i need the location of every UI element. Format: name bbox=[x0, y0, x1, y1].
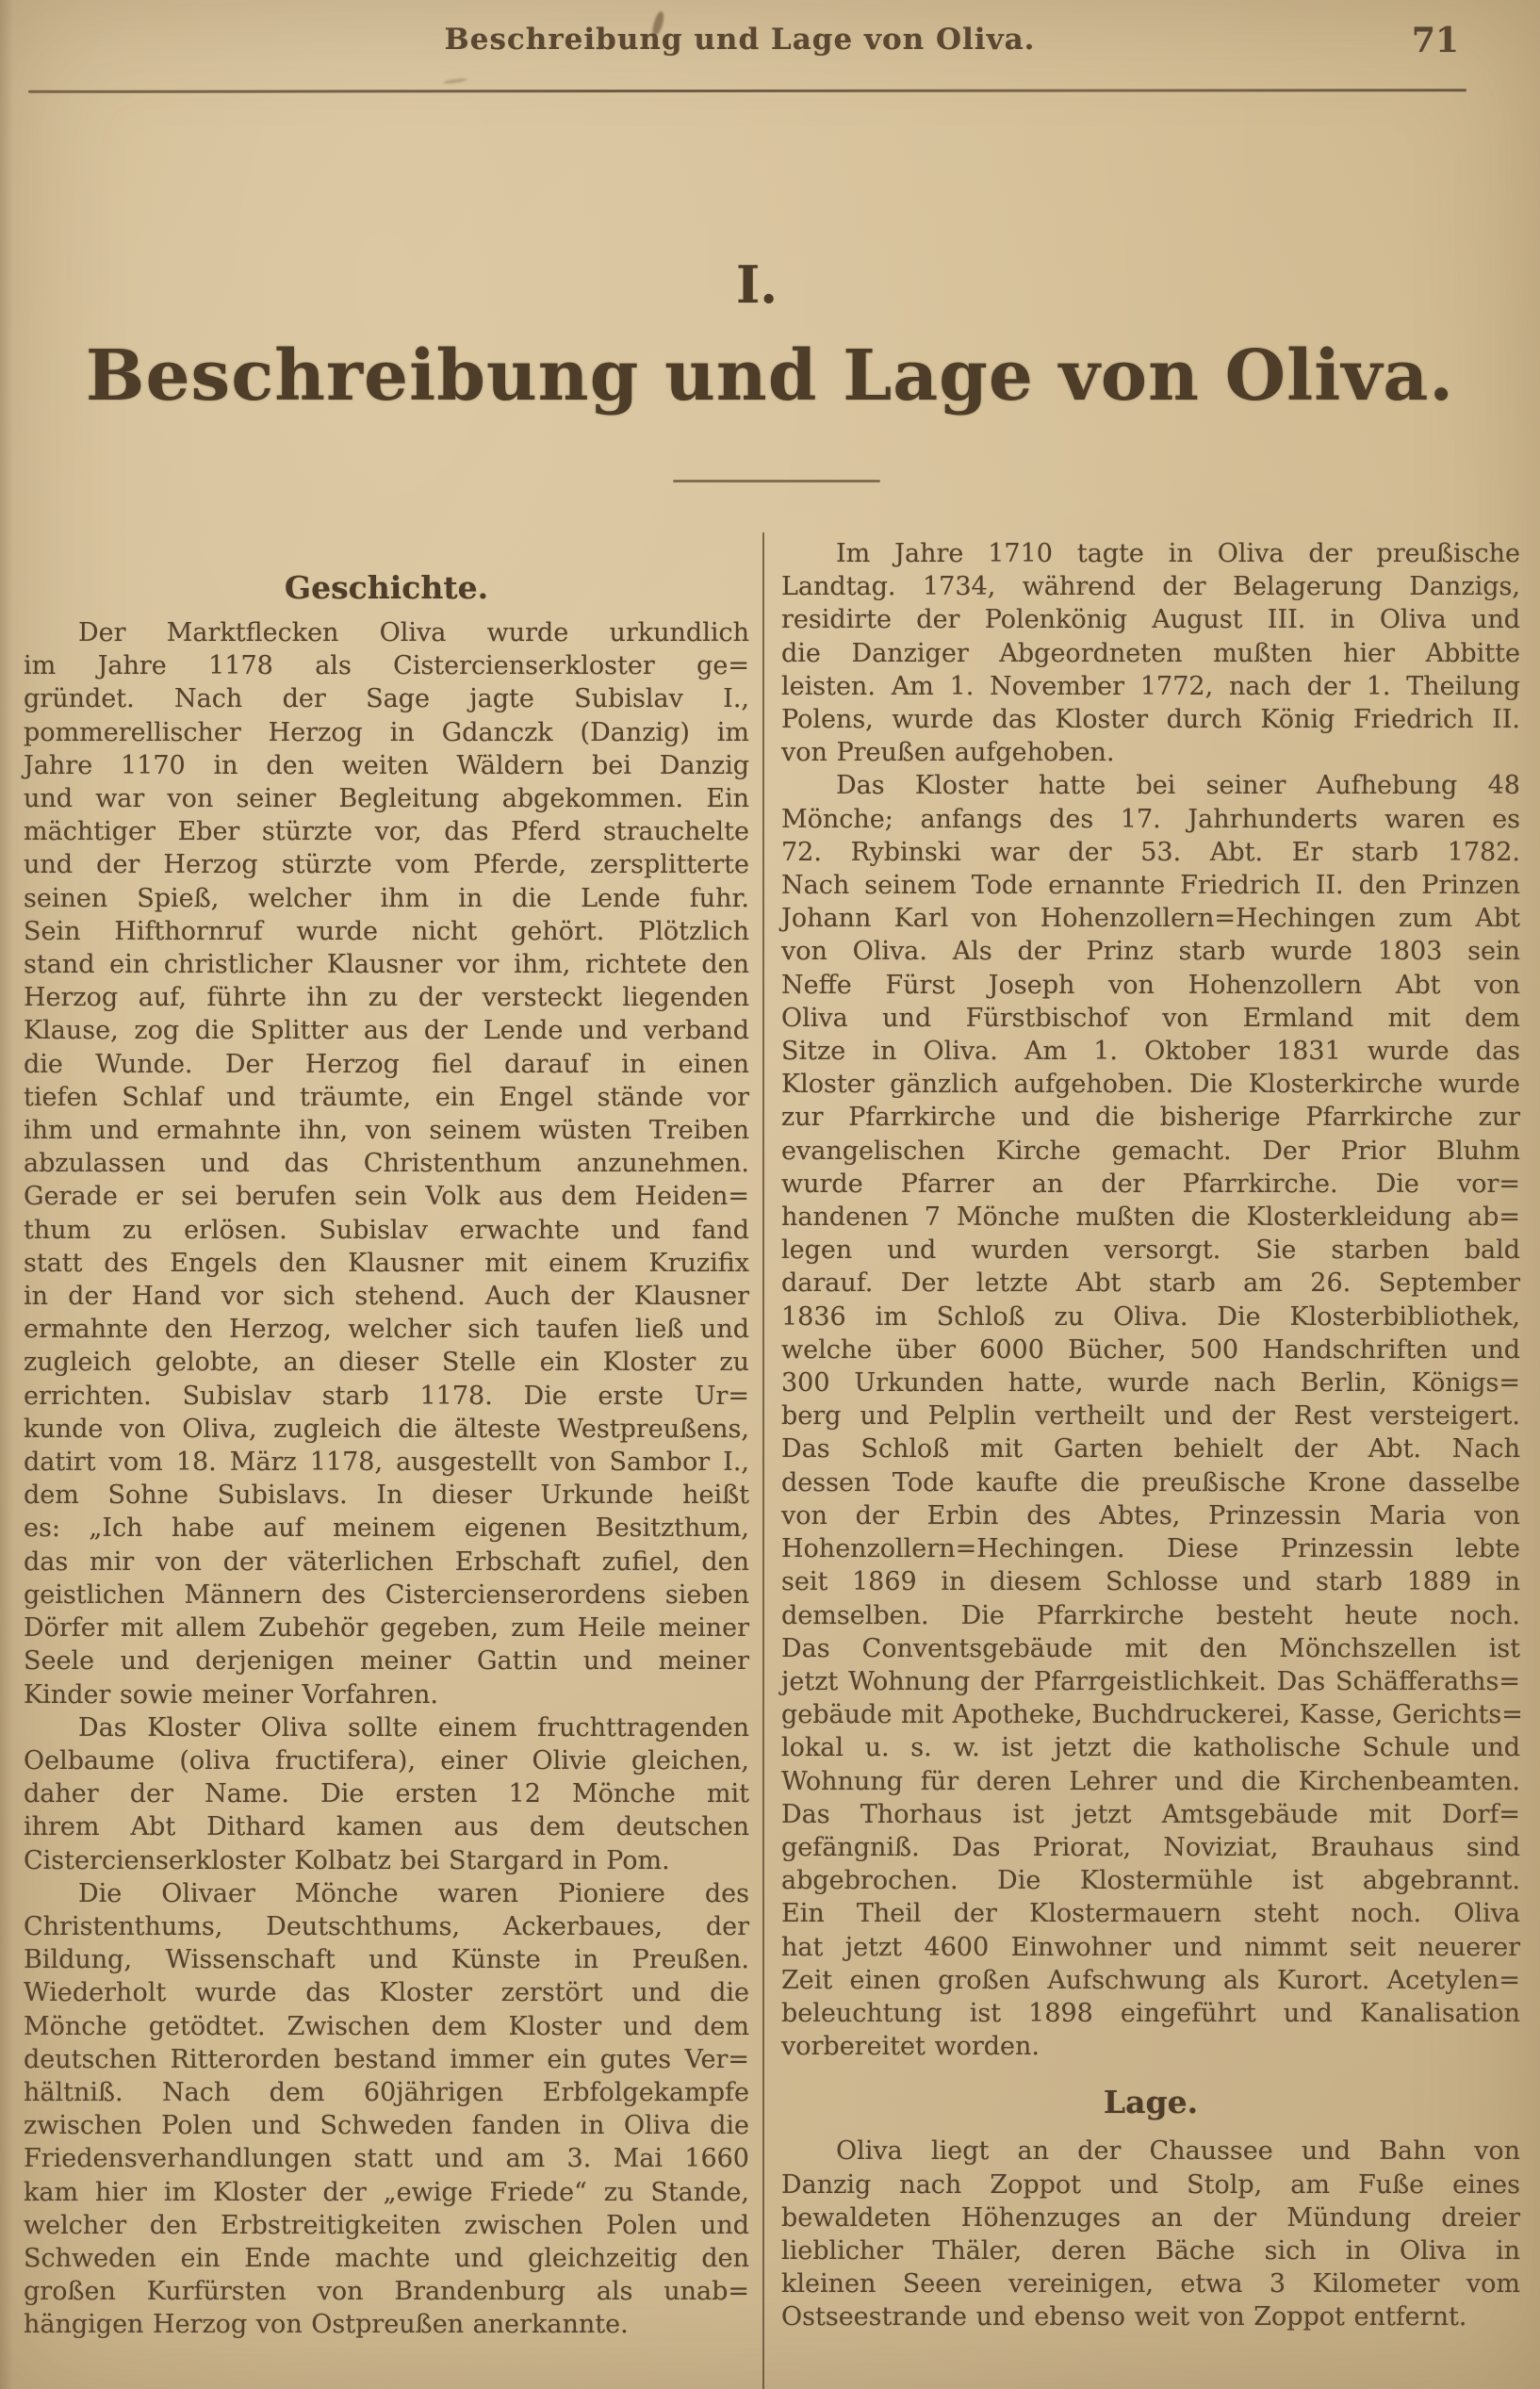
text-line: Wiederholt wurde das Kloster zerstört und die bbox=[24, 1978, 749, 2008]
text-line: es: „Ich habe auf meinem eigenen Besitzthum, bbox=[24, 1514, 749, 1544]
text-line: hat jetzt 4600 Einwohner und nimmt seit neuerer bbox=[781, 1932, 1520, 1962]
text-line: Polens, wurde das Kloster durch König Friedrich II. bbox=[781, 705, 1520, 735]
text-line: kleinen Seeen vereinigen, etwa 3 Kilometer vom bbox=[781, 2269, 1520, 2299]
text-line: berg und Pelplin vertheilt und der Rest versteigert. bbox=[781, 1401, 1520, 1432]
text-line: bewaldeten Höhenzuges an der Mündung dreier bbox=[781, 2202, 1520, 2233]
text-line: Nach seinem Tode ernannte Friedrich II. den Prinzen bbox=[781, 871, 1520, 901]
text-line: mächtiger Eber stürzte vor, das Pferd strauchelte bbox=[24, 817, 749, 847]
text-line: Klause, zog die Splitter aus der Lende und verband bbox=[24, 1016, 749, 1046]
text-line: Landtag. 1734, während der Belagerung Danzigs, bbox=[781, 572, 1520, 602]
text-line: gefängniß. Das Priorat, Noviziat, Brauhaus sind bbox=[781, 1832, 1520, 1862]
text-line: geistlichen Männern des Cistercienserordens sieben bbox=[24, 1579, 749, 1610]
text-line: abzulassen und das Christenthum anzunehmen. bbox=[24, 1149, 749, 1179]
text-line: Kinder sowie meiner Vorfahren. bbox=[24, 1679, 438, 1710]
text-line: errichten. Subislav starb 1178. Die erste Ur= bbox=[24, 1381, 749, 1411]
text-line: zur Pfarrkirche und die bisherige Pfarrkirche zur bbox=[781, 1103, 1520, 1133]
text-line: vorbereitet worden. bbox=[781, 2032, 1040, 2062]
text-line: Sitze in Oliva. Am 1. Oktober 1831 wurde das bbox=[781, 1037, 1520, 1067]
title-divider bbox=[673, 480, 880, 483]
text-line: beleuchtung ist 1898 eingeführt und Kanalisation bbox=[781, 1998, 1520, 2028]
text-line: Wohnung für deren Lehrer und die Kirchenbeamten. bbox=[781, 1766, 1520, 1796]
text-line: tiefen Schlaf und träumte, ein Engel stände vor bbox=[24, 1082, 749, 1112]
text-line: lokal u. s. w. ist jetzt die katholische Schule und bbox=[781, 1733, 1520, 1763]
left-column bbox=[24, 530, 749, 2342]
text-line: Zeit einen großen Aufschwung als Kurort. Acetylen= bbox=[781, 1965, 1520, 1995]
chapter-number: I. bbox=[735, 254, 778, 315]
page-number: 71 bbox=[1411, 21, 1459, 60]
text-line: Die Olivaer Mönche waren Pioniere des bbox=[78, 1878, 749, 1908]
text-line: von Preußen aufgehoben. bbox=[781, 738, 1115, 768]
text-line: Seele und derjenigen meiner Gattin und meiner bbox=[24, 1646, 749, 1677]
text-columns bbox=[24, 530, 1523, 2342]
text-line: ihrem Abt Dithard kamen aus dem deutschen bbox=[24, 1812, 749, 1842]
text-line: Oliva liegt an der Chaussee und Bahn von bbox=[836, 2136, 1520, 2167]
text-line: seinen Spieß, welcher ihm in die Lende fuhr. bbox=[24, 883, 749, 913]
text-line: 1836 im Schloß zu Oliva. Die Klosterbibliothek, bbox=[781, 1301, 1520, 1332]
text-line: leisten. Am 1. November 1772, nach der 1. Theilung bbox=[781, 671, 1520, 701]
text-line: Friedensverhandlungen statt und am 3. Mai 1660 bbox=[24, 2144, 749, 2174]
text-line: Das Thorhaus ist jetzt Amtsgebäude mit Dorf= bbox=[781, 1799, 1520, 1829]
text-line: Gerade er sei berufen sein Volk aus dem Heiden= bbox=[24, 1182, 749, 1212]
text-line: Oliva und Fürstbischof von Ermland mit dem bbox=[781, 1003, 1520, 1033]
text-line: Dörfer mit allem Zubehör gegeben, zum Heile meiner bbox=[24, 1613, 749, 1644]
text-line: Johann Karl von Hohenzollern=Hechingen zum Abt bbox=[781, 904, 1520, 934]
text-line: deutschen Ritterorden bestand immer ein gutes Ver= bbox=[24, 2044, 749, 2074]
text-line: stand ein christlicher Klausner vor ihm, richtete den bbox=[24, 950, 749, 980]
text-line: Christenthums, Deutschthums, Ackerbaues, der bbox=[24, 1911, 749, 1941]
text-line: Sein Hifthornruf wurde nicht gehört. Plötzlich bbox=[24, 916, 749, 946]
text-line: jetzt Wohnung der Pfarrgeistlichkeit. Das Schäfferaths= bbox=[781, 1666, 1520, 1696]
text-line: pommerellischer Herzog in Gdanczk (Danzig) im bbox=[24, 717, 749, 747]
text-line: residirte der Polenkönig August III. in Oliva und bbox=[781, 605, 1520, 635]
text-line: von Oliva. Als der Prinz starb wurde 1803 sein bbox=[781, 937, 1520, 967]
text-line: zugleich gelobte, an dieser Stelle ein Kloster zu bbox=[24, 1348, 749, 1378]
text-line: seit 1869 in diesem Schlosse und starb 1889 in bbox=[781, 1567, 1520, 1597]
paragraph bbox=[781, 2135, 1520, 2333]
text-line: handenen 7 Mönche mußten die Klosterkleidung ab= bbox=[781, 1203, 1520, 1233]
section-heading: Geschichte. bbox=[284, 569, 489, 606]
header-rule bbox=[28, 89, 1466, 93]
text-line: das mir von der väterlichen Erbschaft zufiel, den bbox=[24, 1546, 749, 1577]
text-line: Mönche; anfangs des 17. Jahrhunderts waren es bbox=[781, 804, 1520, 834]
text-line: ermahnte den Herzog, welcher sich taufen ließ und bbox=[24, 1315, 749, 1345]
text-line: Bildung, Wissenschaft und Künste in Preußen. bbox=[24, 1945, 749, 1975]
text-line: die Wunde. Der Herzog fiel darauf in einen bbox=[24, 1049, 749, 1079]
text-line: hängigen Herzog von Ostpreußen anerkannte. bbox=[24, 2310, 629, 2340]
text-line: die Danziger Abgeordneten mußten hier Abbitte bbox=[781, 638, 1520, 668]
paragraph bbox=[24, 1711, 749, 1877]
text-line: welche über 6000 Bücher, 500 Handschriften und bbox=[781, 1334, 1520, 1365]
text-line: in der Hand vor sich stehend. Auch der Klausner bbox=[24, 1282, 749, 1312]
text-line: Jahre 1170 in den weiten Wäldern bei Danzig bbox=[24, 750, 749, 780]
text-line: ihm und ermahnte ihn, von seinem wüsten Treiben bbox=[24, 1116, 749, 1146]
text-line: evangelischen Kirche gemacht. Der Prior Bluhm bbox=[781, 1136, 1520, 1166]
paragraph bbox=[24, 1877, 749, 2342]
text-line: und war von seiner Begleitung abgekommen. Ein bbox=[24, 784, 749, 814]
text-line: Im Jahre 1710 tagte in Oliva der preußische bbox=[836, 539, 1520, 568]
text-line: 72. Rybinski war der 53. Abt. Er starb 1782. bbox=[781, 837, 1520, 867]
paper-speck bbox=[443, 77, 467, 85]
text-line: hältniß. Nach dem 60jährigen Erbfolgekampfe bbox=[24, 2077, 749, 2107]
text-line: Kloster gänzlich aufgehoben. Die Klosterkirche wurde bbox=[781, 1070, 1520, 1100]
text-line: kunde von Oliva, zugleich die älteste Westpreußens, bbox=[24, 1414, 749, 1444]
text-line: Hohenzollern=Hechingen. Diese Prinzessin lebte bbox=[781, 1534, 1520, 1564]
text-line: großen Kurfürsten von Brandenburg als unab= bbox=[24, 2277, 749, 2307]
text-line: lieblicher Thäler, deren Bäche sich in Oliva in bbox=[781, 2235, 1520, 2266]
text-line: zwischen Polen und Schweden fanden in Oliva die bbox=[24, 2111, 749, 2141]
text-line: Das Kloster Oliva sollte einem fruchttragenden bbox=[78, 1712, 749, 1743]
text-line: kam hier im Kloster der „ewige Friede“ zu Stande, bbox=[24, 2177, 749, 2207]
text-line: daher der Name. Die ersten 12 Mönche mit bbox=[24, 1779, 749, 1809]
text-line: Danzig nach Zoppot und Stolp, am Fuße eines bbox=[781, 2169, 1520, 2200]
text-line: von der Erbin des Abtes, Prinzessin Maria von bbox=[781, 1500, 1520, 1530]
text-line: gründet. Nach der Sage jagte Subislav I., bbox=[24, 684, 749, 714]
text-line: und der Herzog stürzte vom Pferde, zersplitterte bbox=[24, 850, 749, 880]
text-line: Ein Theil der Klostermauern steht noch. Oliva bbox=[781, 1899, 1520, 1929]
text-line: dessen Tode kaufte die preußische Krone dasselbe bbox=[781, 1467, 1520, 1497]
text-line: Das Schloß mit Garten behielt der Abt. Nach bbox=[781, 1434, 1520, 1464]
text-line: dem Sohne Subislavs. In dieser Urkunde heißt bbox=[24, 1481, 749, 1511]
text-line: darauf. Der letzte Abt starb am 26. September bbox=[781, 1268, 1520, 1299]
section-heading: Lage. bbox=[1103, 2084, 1199, 2121]
text-line: thum zu erlösen. Subislav erwachte und fand bbox=[24, 1215, 749, 1245]
text-line: demselben. Die Pfarrkirche besteht heute noch. bbox=[781, 1600, 1520, 1630]
text-line: Das Conventsgebäude mit den Mönchszellen ist bbox=[781, 1633, 1520, 1663]
text-line: Neffe Fürst Joseph von Hohenzollern Abt von bbox=[781, 970, 1520, 1000]
running-header: Beschreibung und Lage von Oliva. bbox=[444, 23, 1036, 57]
paragraph bbox=[781, 769, 1523, 2063]
page-title: Beschreibung und Lage von Oliva. bbox=[85, 335, 1455, 417]
text-line: im Jahre 1178 als Cistercienserkloster ge= bbox=[24, 651, 749, 681]
text-line: gebäude mit Apotheke, Buchdruckerei, Kasse, Gerichts= bbox=[781, 1700, 1523, 1730]
text-line: abgebrochen. Die Klostermühle ist abgebrannt. bbox=[781, 1866, 1520, 1896]
text-line: wurde Pfarrer an der Pfarrkirche. Die vor= bbox=[781, 1169, 1520, 1199]
right-column bbox=[781, 530, 1523, 2334]
text-line: Das Kloster hatte bei seiner Aufhebung 48 bbox=[836, 771, 1520, 801]
text-line: Schweden ein Ende machte und gleichzeitig den bbox=[24, 2243, 749, 2273]
text-line: Herzog auf, führte ihn zu der versteckt liegenden bbox=[24, 983, 749, 1013]
text-line: Der Marktflecken Oliva wurde urkundlich bbox=[78, 618, 749, 647]
text-line: statt des Engels den Klausner mit einem Kruzifix bbox=[24, 1248, 749, 1278]
text-line: legen und wurden versorgt. Sie starben bald bbox=[781, 1235, 1520, 1266]
text-line: 300 Urkunden hatte, wurde nach Berlin, Königs= bbox=[781, 1368, 1520, 1399]
text-line: Oelbaume (oliva fructifera), einer Olivie gleichen, bbox=[24, 1745, 749, 1775]
paragraph bbox=[24, 616, 749, 1711]
text-line: Cistercienserkloster Kolbatz bei Stargard in Pom. bbox=[24, 1845, 670, 1875]
text-line: welcher den Erbstreitigkeiten zwischen Polen und bbox=[24, 2210, 749, 2240]
text-line: Ostseestrande und ebenso weit von Zoppot entfernt. bbox=[781, 2302, 1467, 2332]
text-line: Mönche getödtet. Zwischen dem Kloster und dem bbox=[24, 2011, 749, 2041]
paragraph bbox=[781, 537, 1520, 769]
text-line: datirt vom 18. März 1178, ausgestellt von Sambor I., bbox=[24, 1448, 749, 1478]
